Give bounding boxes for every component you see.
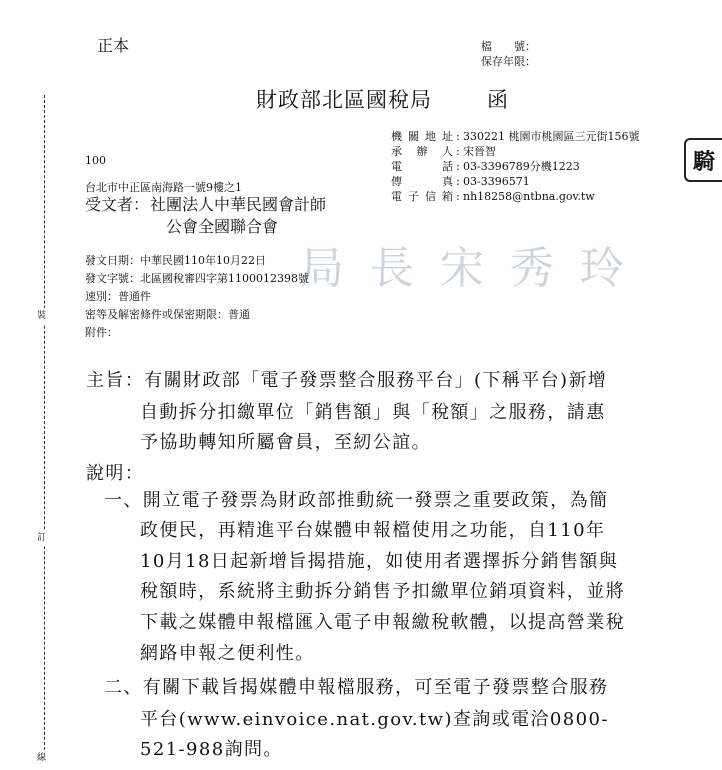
item1-line-3: 10月18日起新增旨揭措施，如使用者選擇拆分銷售額與 bbox=[140, 551, 619, 572]
recipient-address: 台北市中正區南海路一號9樓之1 bbox=[85, 181, 242, 194]
contact-row-phone: 電 話 : 03-3396789分機1223 bbox=[391, 160, 580, 173]
contact-row-officer: 承 辦 人 : 宋晉智 bbox=[391, 145, 496, 158]
binding-margin-line bbox=[44, 95, 45, 765]
recipient-label: 受文者： bbox=[85, 195, 150, 214]
recipient-name-line2: 公會全國聯合會 bbox=[166, 217, 279, 236]
document-number: 發文字號：北區國稅審四字第1100012398號 bbox=[85, 272, 309, 285]
subject-line-2: 自動拆分扣繳單位「銷售額」與「稅額」之服務，請惠 bbox=[140, 402, 606, 423]
faded-signature: 局長宋秀玲 bbox=[300, 243, 650, 294]
issue-date: 發文日期：中華民國110年10月22日 bbox=[85, 254, 266, 267]
contact-row-address: 機關地址 : 330221 桃園市桃園區三元街156號 bbox=[391, 130, 640, 143]
contact-row-email: 電子信箱 : nh18258@ntbna.gov.tw bbox=[391, 190, 595, 203]
subject-line-3: 予協助轉知所屬會員，至紉公誼。 bbox=[140, 432, 431, 453]
item2-line-2: 平台(www.einvoice.nat.gov.tw)查詢或電洽0800- bbox=[140, 709, 609, 730]
item2-line-3: 521-988詢問。 bbox=[140, 739, 283, 760]
attachment: 附件： bbox=[85, 326, 118, 339]
item1-line-1: 一、開立電子發票為財政部推動統一發票之重要政策，為簡 bbox=[104, 490, 609, 511]
seal-stamp: 騎 bbox=[684, 138, 722, 182]
agency-title: 財政部北區國稅局 bbox=[256, 88, 432, 112]
copy-type-label: 正本 bbox=[97, 36, 130, 55]
retention-period-label: 保存年限： bbox=[481, 55, 536, 68]
binding-char-ding: 訂 bbox=[37, 530, 46, 546]
recipient-name-line1: 社團法人中華民國會計師 bbox=[150, 195, 327, 214]
item1-line-6: 網路申報之便利性。 bbox=[140, 643, 315, 664]
item2-line-1: 二、有關下載旨揭媒體申報檔服務，可至電子發票整合服務 bbox=[104, 677, 609, 698]
postal-code: 100 bbox=[85, 154, 106, 167]
binding-char-zhuang: 裝 bbox=[37, 308, 46, 324]
explanation-label: 說明： bbox=[86, 463, 145, 484]
binding-char-xian: 線 bbox=[37, 750, 46, 766]
item1-line-4: 稅額時，系統將主動拆分銷售予扣繳單位銷項資料，並將 bbox=[140, 581, 625, 602]
subject-line-1: 主旨：有關財政部「電子發票整合服務平台」(下稱平台)新增 bbox=[86, 370, 608, 391]
file-number-label: 檔 號： bbox=[481, 40, 536, 53]
classification: 密等及解密條件或保密期限：普通 bbox=[85, 308, 250, 321]
document-type: 函 bbox=[487, 88, 508, 112]
delivery-speed: 速別：普通件 bbox=[85, 290, 151, 303]
item1-line-2: 政便民，再精進平台媒體申報檔使用之功能，自110年 bbox=[140, 520, 606, 541]
item1-line-5: 下載之媒體申報檔匯入電子申報繳稅軟體，以提高營業稅 bbox=[140, 612, 625, 633]
contact-block bbox=[391, 129, 639, 204]
contact-row-fax: 傳 真 : 03-3396571 bbox=[391, 175, 530, 188]
